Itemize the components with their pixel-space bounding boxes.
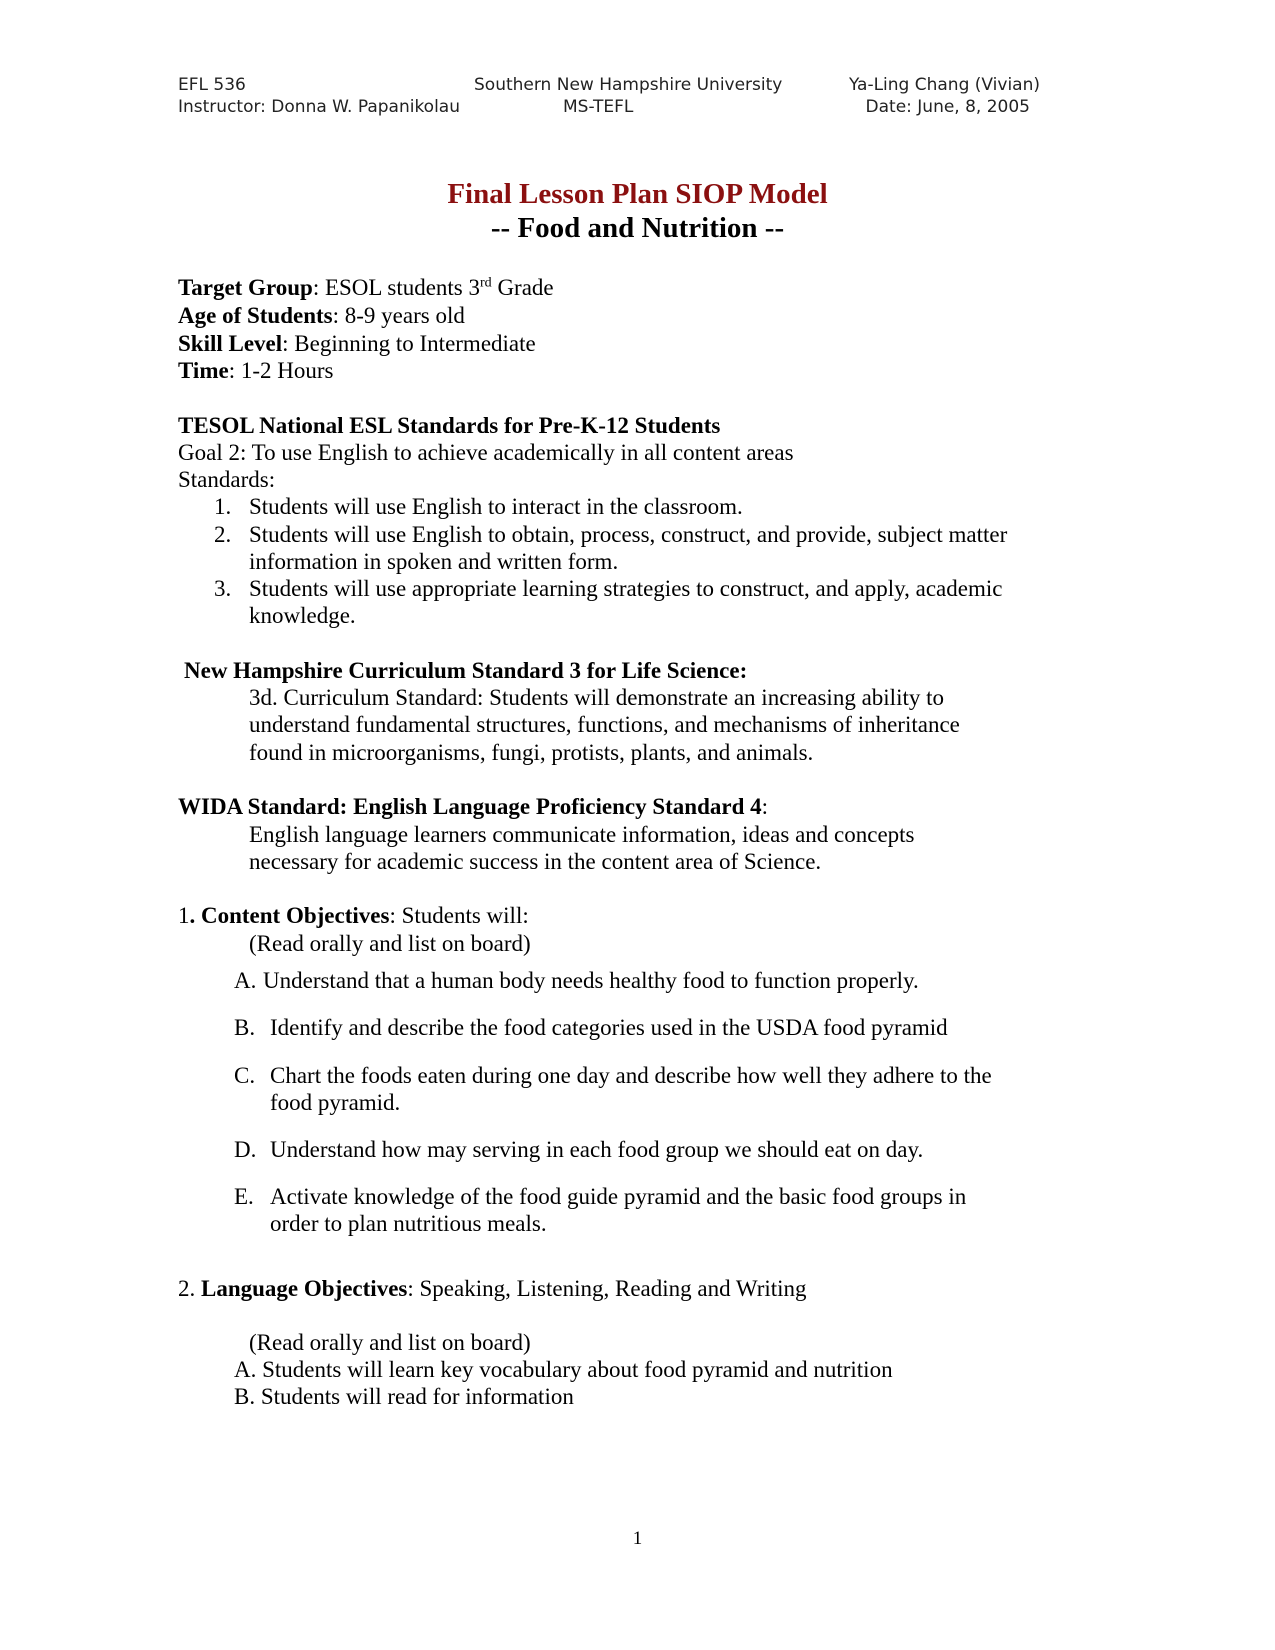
content-item-a: Understand that a human body needs healthy food to function properly.: [263, 968, 919, 993]
header-course: EFL 536: [178, 75, 246, 95]
tesol-item-3-num: 3.: [214, 576, 232, 601]
content-item-e-letter: E.: [234, 1184, 254, 1209]
nh-line-1: 3d. Curriculum Standard: Students will demonstrate an increasing ability to: [249, 685, 944, 710]
content-item-c-cont: food pyramid.: [270, 1090, 401, 1115]
wida-heading: WIDA Standard: English Language Proficiency Standard 4:: [178, 794, 769, 819]
language-item-b: B. Students will read for information: [234, 1384, 574, 1409]
skill-level: Skill Level: Beginning to Intermediate: [178, 331, 536, 356]
tesol-heading: TESOL National ESL Standards for Pre-K-12 Students: [178, 413, 721, 438]
header-author: Ya-Ling Chang (Vivian): [848, 75, 1040, 95]
tesol-item-1-num: 1.: [214, 494, 232, 519]
target-group: Target Group: ESOL students 3rd Grade: [178, 275, 554, 300]
content-item-e-cont: order to plan nutritious meals.: [270, 1211, 547, 1236]
skill-label: Skill Level: [178, 331, 283, 356]
language-objectives-note: (Read orally and list on board): [249, 1330, 531, 1355]
header-date: Date: June, 8, 2005: [865, 97, 1030, 117]
content-objectives-heading: 1. Content Objectives: Students will:: [178, 903, 529, 928]
time: Time: 1-2 Hours: [178, 358, 334, 383]
tesol-goal: Goal 2: To use English to achieve academically in all content areas: [178, 440, 794, 465]
time-label: Time: [178, 358, 229, 383]
content-item-c: Chart the foods eaten during one day and describe how well they adhere to the: [270, 1063, 992, 1088]
content-objectives-note: (Read orally and list on board): [249, 931, 531, 956]
language-item-a: A. Students will learn key vocabulary about food pyramid and nutrition: [234, 1357, 893, 1382]
content-item-e: Activate knowledge of the food guide pyramid and the basic food groups in: [270, 1184, 967, 1209]
tesol-item-2-num: 2.: [214, 522, 232, 547]
content-item-d-letter: D.: [234, 1137, 257, 1162]
content-item-b: Identify and describe the food categories used in the USDA food pyramid: [270, 1015, 948, 1040]
header-program: MS-TEFL: [563, 97, 634, 117]
content-item-c-letter: C.: [234, 1063, 256, 1088]
tesol-item-2: Students will use English to obtain, process, construct, and provide, subject matter: [249, 522, 1008, 547]
tesol-standards-label: Standards:: [178, 467, 276, 492]
nh-heading: New Hampshire Curriculum Standard 3 for Life Science:: [184, 658, 748, 683]
page-number: 1: [632, 1528, 643, 1549]
tesol-item-1: Students will use English to interact in the classroom.: [249, 494, 743, 519]
doc-title: Final Lesson Plan SIOP Model: [447, 178, 828, 210]
header-university: Southern New Hampshire University: [474, 75, 783, 95]
tesol-item-3-cont: knowledge.: [249, 603, 356, 628]
content-item-a-letter: A.: [234, 968, 257, 993]
header-instructor: Instructor: Donna W. Papanikolau: [178, 97, 461, 117]
content-item-d: Understand how may serving in each food group we should eat on day.: [270, 1137, 924, 1162]
target-group-label: Target Group: [178, 275, 313, 300]
age-of-students: Age of Students: 8-9 years old: [178, 303, 465, 328]
tesol-item-3: Students will use appropriate learning strategies to construct, and apply, academic: [249, 576, 1003, 601]
nh-line-3: found in microorganisms, fungi, protists, plants, and animals.: [249, 740, 814, 765]
language-objectives-heading: 2. Language Objectives: Speaking, Listening, Reading and Writing: [178, 1276, 807, 1301]
doc-subtitle: -- Food and Nutrition --: [490, 212, 785, 244]
wida-line-2: necessary for academic success in the content area of Science.: [249, 849, 822, 874]
nh-line-2: understand fundamental structures, functions, and mechanisms of inheritance: [249, 712, 960, 737]
wida-line-1: English language learners communicate information, ideas and concepts: [249, 822, 915, 847]
content-item-b-letter: B.: [234, 1015, 256, 1040]
age-label: Age of Students: [178, 303, 333, 328]
tesol-item-2-cont: information in spoken and written form.: [249, 549, 619, 574]
